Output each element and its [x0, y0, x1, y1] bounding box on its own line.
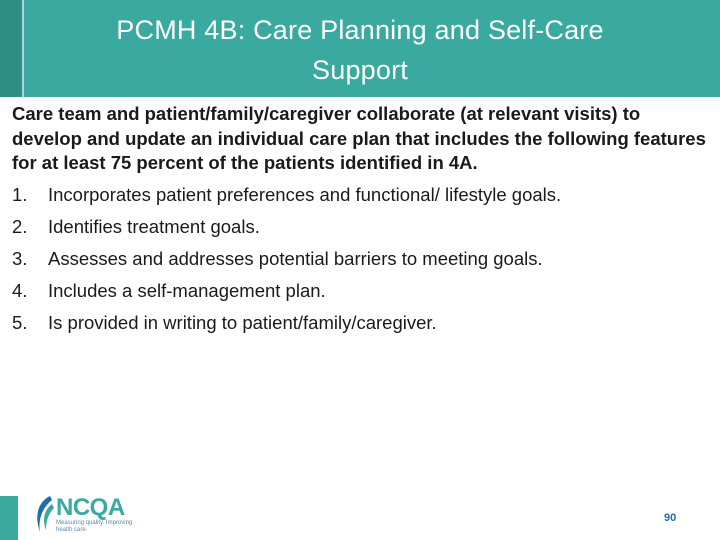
- list-item-number: 5.: [12, 311, 28, 333]
- list-item-text: Identifies treatment goals.: [48, 215, 260, 237]
- logo-wordmark: NCQA: [56, 494, 125, 521]
- requirements-list: [12, 179, 712, 339]
- list-item-number: 2.: [12, 215, 28, 237]
- list-item-number: 3.: [12, 247, 28, 269]
- header-divider-line: [22, 0, 24, 97]
- list-item-text: Is provided in writing to patient/family/caregiver.: [48, 311, 437, 333]
- list-item-text: Incorporates patient preferences and functional/ lifestyle goals.: [48, 183, 562, 205]
- list-item: [12, 275, 712, 307]
- ncqa-swoosh-icon: [34, 492, 56, 536]
- ncqa-logo: [34, 490, 154, 538]
- slide-title: [30, 10, 690, 90]
- logo-tagline: Measuring quality. Improving health care.: [56, 520, 133, 533]
- footer-accent-bar: [0, 496, 18, 540]
- slide-title-line-1: PCMH 4B: Care Planning and Self-Care: [116, 15, 604, 45]
- page-number: 90: [664, 512, 677, 524]
- slide-body: [12, 102, 712, 339]
- list-item: [12, 179, 712, 211]
- header-accent-stripe: [0, 0, 22, 97]
- list-item: [12, 211, 712, 243]
- list-item: [12, 307, 712, 339]
- intro-paragraph: Care team and patient/family/caregiver collaborate (at relevant visits) to develop and update an individual care plan that includes the following features for at least 75 percent of the patients identified in 4A.: [12, 103, 706, 173]
- list-item-text: Includes a self-management plan.: [48, 279, 326, 301]
- list-item-text: Assesses and addresses potential barriers to meeting goals.: [48, 247, 543, 269]
- slide-title-line-2: Support: [312, 55, 408, 85]
- list-item: [12, 243, 712, 275]
- list-item-number: 4.: [12, 279, 28, 301]
- slide-header: [0, 0, 720, 97]
- list-item-number: 1.: [12, 183, 28, 205]
